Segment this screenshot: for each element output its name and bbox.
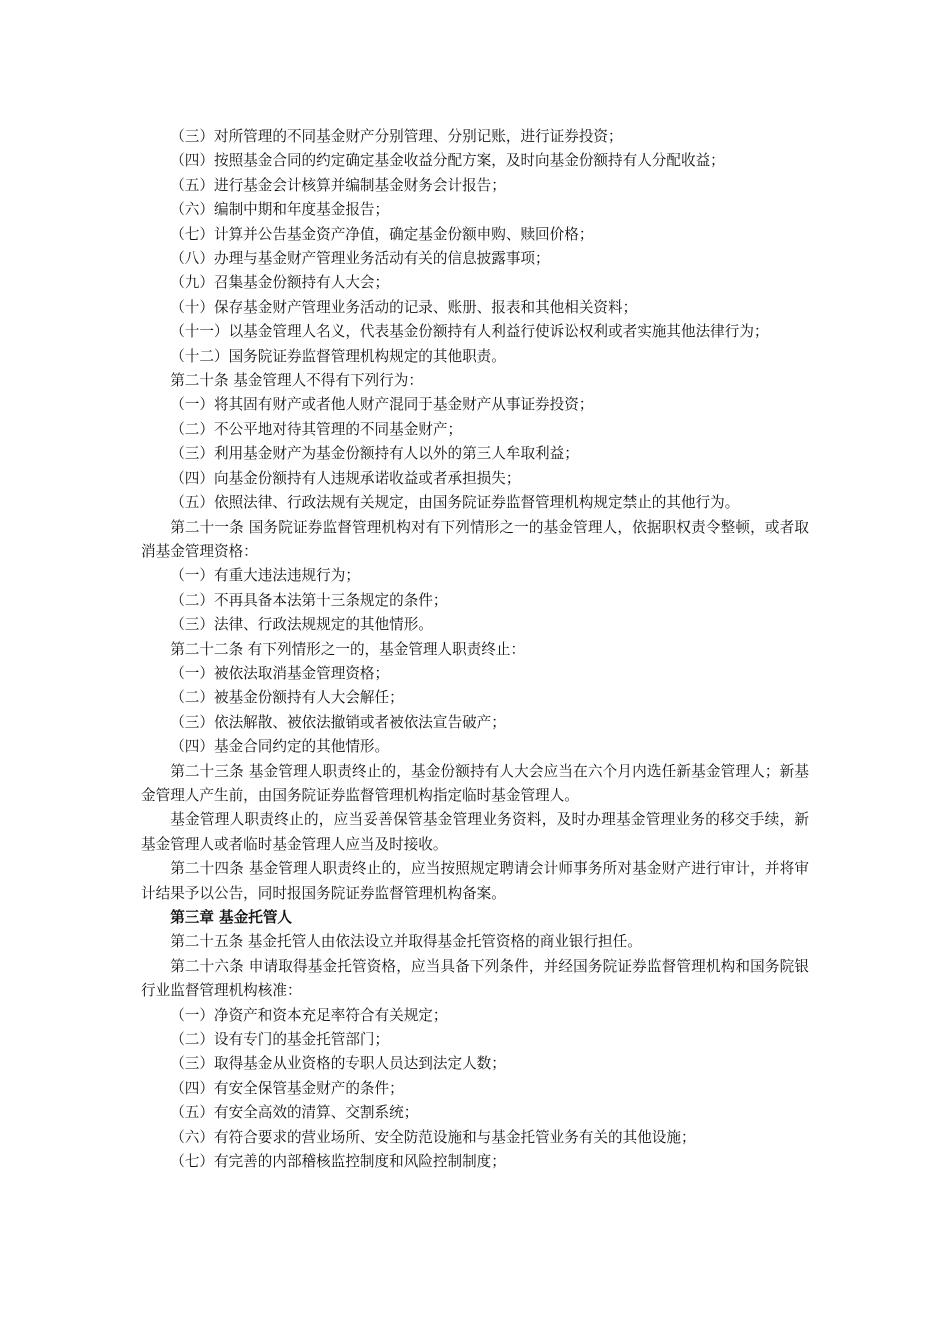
- paragraph: （一）净资产和资本充足率符合有关规定；: [170, 1006, 448, 1024]
- paragraph: （六）编制中期和年度基金报告；: [170, 201, 390, 219]
- paragraph: （六）有符合要求的营业场所、安全防范设施和与基金托管业务有关的其他设施；: [170, 1128, 696, 1146]
- paragraph: （二）不再具备本法第十三条规定的条件；: [170, 591, 448, 609]
- paragraph: （八）办理与基金财产管理业务活动有关的信息披露事项；: [170, 250, 550, 268]
- paragraph: （二）被基金份额持有人大会解任；: [170, 689, 404, 707]
- paragraph: （三）对所管理的不同基金财产分别管理、分别记账，进行证券投资；: [170, 128, 623, 145]
- paragraph: 第二十二条 有下列情形之一的，基金管理人职责终止：: [170, 640, 526, 658]
- paragraph: （四）有安全保管基金财产的条件；: [170, 1079, 404, 1097]
- paragraph: 第二十条 基金管理人不得有下列行为：: [170, 372, 423, 390]
- paragraph: （四）基金合同约定的其他情形。: [170, 738, 390, 756]
- paragraph: 第二十五条 基金托管人由依法设立并取得基金托管资格的商业银行担任。: [170, 933, 642, 951]
- paragraph: （三）依法解散、被依法撤销或者被依法宣告破产；: [170, 713, 506, 731]
- paragraph: （四）按照基金合同的约定确定基金收益分配方案，及时向基金份额持有人分配收益；: [170, 152, 725, 170]
- chapter-heading: 第三章 基金托管人: [170, 909, 293, 926]
- paragraph: （二）设有专门的基金托管部门；: [170, 1031, 390, 1049]
- paragraph: （三）法律、行政法规规定的其他情形。: [170, 616, 433, 634]
- paragraph: （二）不公平地对待其管理的不同基金财产；: [170, 420, 463, 438]
- paragraph: （九）召集基金份额持有人大会；: [170, 274, 390, 292]
- paragraph: （三）取得基金从业资格的专职人员达到法定人数；: [170, 1055, 506, 1073]
- paragraph: 第二十六条 申请取得基金托管资格，应当具备下列条件，并经国务院证券监督管理机构和国务院银行业监督管理机构核准：: [141, 957, 809, 1000]
- paragraph: （四）向基金份额持有人违规承诺收益或者承担损失；: [170, 469, 521, 487]
- paragraph: （五）进行基金会计核算并编制基金财务会计报告；: [170, 176, 506, 194]
- paragraph: （五）有安全高效的清算、交割系统；: [170, 1104, 419, 1122]
- paragraph: （七）计算并公告基金资产净值，确定基金份额申购、赎回价格；: [170, 225, 594, 243]
- paragraph: （五）依照法律、行政法规有关规定，由国务院证券监督管理机构规定禁止的其他行为。: [170, 494, 740, 512]
- paragraph: （七）有完善的内部稽核监控制度和风险控制制度；: [170, 1153, 506, 1171]
- paragraph: （一）有重大违法违规行为；: [170, 567, 360, 585]
- paragraph: （十）保存基金财产管理业务活动的记录、账册、报表和其他相关资料；: [170, 298, 638, 316]
- paragraph: 第二十一条 国务院证券监督管理机构对有下列情形之一的基金管理人，依据职权责令整顿，或者取消基金管理资格：: [141, 518, 809, 560]
- paragraph: 第二十四条 基金管理人职责终止的，应当按照规定聘请会计师事务所对基金财产进行审计，并将审计结果予以公告，同时报国务院证券监督管理机构备案。: [141, 860, 809, 902]
- paragraph: （三）利用基金财产为基金份额持有人以外的第三人牟取利益；: [170, 445, 579, 463]
- paragraph: （十二）国务院证券监督管理机构规定的其他职责。: [170, 347, 506, 365]
- paragraph: （十一）以基金管理人名义，代表基金份额持有人利益行使诉讼权利或者实施其他法律行为；: [170, 323, 769, 341]
- paragraph: （一）被依法取消基金管理资格；: [170, 664, 390, 682]
- paragraph: （一）将其固有财产或者他人财产混同于基金财产从事证券投资；: [170, 396, 594, 414]
- paragraph: 第二十三条 基金管理人职责终止的，基金份额持有人大会应当在六个月内选任新基金管理人；新基金管理人产生前，由国务院证券监督管理机构指定临时基金管理人。: [141, 762, 809, 804]
- document-body: [141, 125, 809, 1174]
- paragraph: 基金管理人职责终止的，应当妥善保管基金管理业务资料，及时办理基金管理业务的移交手续，新基金管理人或者临时基金管理人应当及时接收。: [141, 811, 809, 853]
